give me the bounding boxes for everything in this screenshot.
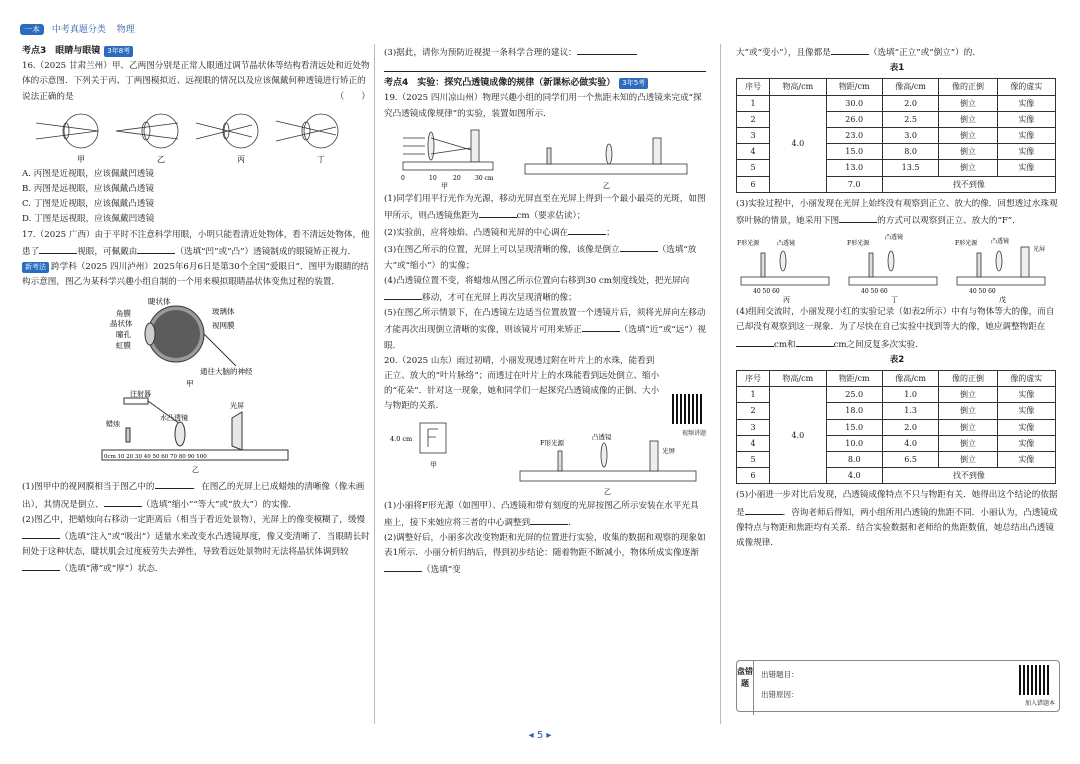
svg-text:虹膜: 虹膜 bbox=[116, 341, 131, 351]
page-number: ◂ 5 ▸ bbox=[528, 730, 552, 741]
focal-length-figure bbox=[395, 124, 695, 190]
header-subject: 物理 bbox=[116, 25, 135, 35]
error-reason-field[interactable]: 出错原因： bbox=[761, 690, 799, 699]
svg-text:0: 0 bbox=[401, 174, 405, 182]
svg-text:凸透镜: 凸透镜 bbox=[777, 240, 796, 248]
svg-text:4.0 cm: 4.0 cm bbox=[390, 434, 413, 443]
svg-text:光屏: 光屏 bbox=[662, 446, 675, 455]
svg-text:光屏: 光屏 bbox=[230, 402, 244, 411]
table-row: 4 15.0 8.0 倒立 实像 bbox=[737, 144, 1056, 160]
svg-text:晶状体: 晶状体 bbox=[110, 319, 133, 329]
option-b: B. 丙图是远视眼，应该佩戴凸透镜 bbox=[22, 184, 155, 195]
question-18-3: (3)据此，请你为预防近视提一条科学合理的建议： bbox=[384, 44, 706, 61]
svg-text:丙: 丙 bbox=[783, 296, 790, 304]
table-row: 2 26.0 2.5 倒立 实像 bbox=[737, 111, 1056, 127]
column-3 bbox=[736, 44, 1058, 551]
question-20: 20.（2025 山东）雨过初晴，小丽发现透过附在叶片上的水珠，能看到正立、放大的“叶片脉络”；而透过在叶片上的水珠能看到远处倒立、缩小的“花朵”．针对这一现象，她和同学们一起探究凸透镜成像的正倒、大小与物距的关系． 视频讲题 bbox=[384, 354, 706, 415]
table-row: 4 10.0 4.0 倒立 实像 bbox=[737, 435, 1056, 451]
error-review-box bbox=[736, 660, 1060, 712]
svg-text:凸透镜: 凸透镜 bbox=[991, 238, 1010, 246]
error-question-field[interactable]: 出错题目： bbox=[761, 670, 799, 679]
option-a: A. 丙图是近视眼，应该佩戴凹透镜 bbox=[22, 168, 154, 179]
svg-text:F形光源: F形光源 bbox=[847, 240, 870, 248]
column-divider bbox=[374, 44, 375, 724]
svg-text:通往大脑的神经: 通往大脑的神经 bbox=[200, 367, 253, 377]
svg-text:瞳孔: 瞳孔 bbox=[116, 330, 131, 340]
table-1: 序号 物高/cm 物距/cm 像高/cm 像的正倒 像的虚实 1 4.0 30.0 2.0 倒立 实像 2 26.0 2.5 倒立 实像 3 23.0 3.0 倒立 实像 4 15.0 8.0 倒立 实像 5 13.0 13.5 倒立 实像 6 7.0 找不到像 bbox=[736, 78, 1056, 192]
section-tag: 3年5考 bbox=[619, 78, 648, 89]
svg-text:40 50 60: 40 50 60 bbox=[753, 288, 780, 296]
table-row: 1 4.0 30.0 2.0 倒立 实像 bbox=[737, 95, 1056, 111]
qr-label: 加入错题本 bbox=[1024, 700, 1055, 707]
question-19-3: (3)在图乙所示的位置，光屏上可以呈现清晰的像，该像是倒立 （选填“放大”或“缩小”）的实像； bbox=[384, 241, 706, 273]
svg-text:甲: 甲 bbox=[186, 379, 194, 389]
svg-text:甲: 甲 bbox=[430, 460, 437, 469]
svg-text:甲: 甲 bbox=[441, 181, 448, 190]
viewing-methods-figure bbox=[737, 231, 1057, 303]
table-row: 2 18.0 1.3 倒立 实像 bbox=[737, 403, 1056, 419]
table-row: 6 7.0 找不到像 bbox=[737, 176, 1056, 192]
svg-text:F形光源: F形光源 bbox=[955, 240, 978, 248]
fig-label: 乙 bbox=[157, 154, 165, 164]
svg-text:玻璃体: 玻璃体 bbox=[212, 307, 235, 317]
question-19-2: (2)实验前，应将烛焰、凸透镜和光屏的中心调在 ； bbox=[384, 224, 706, 241]
question-19-5: (5)在图乙所示情景下，在凸透镜左边适当位置放置一个透镜片后，须将光屏向左移动才能再次出现倒立清晰的实像，则该镜片可用来矫正 （选填“近”或“远”）视眼． bbox=[384, 308, 706, 351]
section-tag: 3年8考 bbox=[104, 46, 133, 57]
column-2 bbox=[384, 44, 706, 579]
table-row: 5 13.0 13.5 倒立 实像 bbox=[737, 160, 1056, 176]
column-1 bbox=[22, 44, 370, 578]
question-20-1: (1)小丽将F形光源（如图甲）、凸透镜和带有刻度的光屏按图乙所示安装在水平光具座上，接下来她应将三者的中心调整到 ． bbox=[384, 500, 699, 528]
svg-text:凸透镜: 凸透镜 bbox=[885, 234, 904, 242]
table-row: 3 15.0 2.0 倒立 实像 bbox=[737, 419, 1056, 435]
section-heading: 考点3 眼睛与眼镜 3年8考 bbox=[22, 44, 370, 59]
question-19-1: (1)同学们用平行光作为光源，移动光屏直至在光屏上得到一个最小最亮的光斑，如图甲所示，则凸透镜焦距为 cm（要求估读）； bbox=[384, 193, 706, 222]
svg-text:注射器: 注射器 bbox=[130, 390, 151, 399]
svg-text:乙: 乙 bbox=[604, 487, 611, 496]
fig-label: 丙 bbox=[237, 154, 245, 164]
svg-text:凸透镜: 凸透镜 bbox=[592, 432, 612, 441]
svg-text:角膜: 角膜 bbox=[116, 309, 131, 319]
eye-structure-figure bbox=[86, 292, 306, 388]
option-c: C. 丁图是近视眼，应该佩戴凸透镜 bbox=[22, 199, 155, 210]
eye-diagrams-figure bbox=[36, 107, 356, 165]
question-19: 19.（2025 四川凉山州）物理兴趣小组的同学们用一个焦距未知的凸透镜来完成“探究凸透镜成像规律”的实验，装置如图所示． bbox=[384, 93, 702, 119]
question-20-2-cont: 大”或“变小”），且像都是 （选填“正立”或“倒立”）的． bbox=[736, 44, 1058, 61]
qr-code[interactable] bbox=[672, 394, 702, 424]
svg-text:乙: 乙 bbox=[192, 466, 199, 475]
column-divider bbox=[720, 44, 721, 724]
question-18-2: (2)图乙中，把蜡烛向右移动一定距离后（相当于看近处景物），光屏上的像变模糊了，缓慢（选填“注入”或“吸出”）适量水来改变水凸透镜厚度，像又变清晰了．当眼睛长时间处于这种状态，睫状肌会过度疲劳失去弹性，导致看远处景物时无法将晶状体调到较（选填“薄”或“厚”）状态． bbox=[22, 514, 370, 575]
svg-text:水凸透镜: 水凸透镜 bbox=[160, 414, 188, 423]
svg-text:光屏: 光屏 bbox=[1033, 246, 1046, 254]
header-badge: 一本 bbox=[20, 24, 44, 35]
svg-text:F形光源: F形光源 bbox=[540, 438, 565, 447]
question-20-2: (2)调整好后，小丽多次改变物距和光屏的位置进行实验，收集的数据和观察的现象如表1所示．小丽分析归纳后，得到初步结论：随着物距不断减小，物体所成实像逐渐（选填“变 bbox=[384, 533, 706, 576]
fig-label: 丁 bbox=[317, 154, 325, 164]
svg-text:戊: 戊 bbox=[999, 296, 1006, 304]
page-header bbox=[20, 22, 1060, 40]
question-18: 新考法 跨学科（2025 四川泸州）2025年6月6日是第30个全国“爱眼日”．图甲为眼睛的结构示意图，图乙为某科学兴趣小组自制的一个用来模拟眼睛晶状体变焦过程的装置． bbox=[22, 262, 369, 288]
qr-code[interactable] bbox=[1019, 665, 1049, 695]
svg-text:视网膜: 视网膜 bbox=[212, 321, 235, 331]
svg-text:30 cm: 30 cm bbox=[475, 174, 494, 182]
question-19-4: (4)凸透镜位置不变，将蜡烛从图乙所示位置向右移到30 cm刻度线处，把光屏向移动，才可在光屏上再次呈现清晰的像； bbox=[384, 275, 690, 304]
question-17: 17.（2025 广西）由于平时不注意科学用眼，小明只能看清近处物体，看不清远处物体，他患了 视眼，可佩戴由 （选填“凹”或“凸”）透镜制成的眼镜矫正视力． bbox=[22, 229, 370, 257]
svg-text:20: 20 bbox=[453, 174, 461, 182]
eye-diagram bbox=[36, 114, 338, 148]
table-2-title: 表2 bbox=[889, 354, 905, 365]
option-d: D. 丁图是远视眼，应该佩戴凹透镜 bbox=[22, 214, 155, 225]
table-1-title: 表1 bbox=[889, 63, 905, 74]
svg-text:0cm 10 20 30 40 50 60 70: 0cm 10 20 30 40 50 60 70 80 90 100 bbox=[104, 454, 207, 461]
svg-text:蜡烛: 蜡烛 bbox=[106, 420, 120, 429]
svg-text:F形光源: F形光源 bbox=[737, 240, 760, 248]
svg-text:10: 10 bbox=[429, 174, 437, 182]
qr-label: 视频讲题 bbox=[681, 429, 706, 437]
question-16: 16.（2025 甘肃兰州）甲、乙两图分别是正常人眼通过调节晶状体等结构看清远处和近处物体的示意图．下列关于丙、丁两图模拟近、远视眼的情况以及应该佩戴何种透镜进行矫正的说法正确的是 （ ） bbox=[22, 61, 370, 102]
section-heading: 考点4 实验：探究凸透镜成像的规律（新课标必做实验） 3年5考 bbox=[384, 76, 706, 91]
table-row: 6 4.0 找不到像 bbox=[737, 468, 1056, 484]
table-row: 1 4.0 25.0 1.0 倒立 实像 bbox=[737, 387, 1056, 403]
new-method-tag: 新考法 bbox=[22, 262, 49, 273]
lens-device-figure bbox=[96, 390, 296, 476]
table-row: 5 8.0 6.5 倒立 实像 bbox=[737, 452, 1056, 468]
question-20-4: (4)组间交流时，小丽发现小红的实验记录（如表2所示）中有与物体等大的像，而自己却没有观察到这一现象．为了尽快在自己实验中找到等大的像，她应调整物距在cm和 cm之间反复多次实验． bbox=[736, 307, 1055, 350]
table-row: 3 23.0 3.0 倒立 实像 bbox=[737, 128, 1056, 144]
svg-text:40 50 60: 40 50 60 bbox=[861, 288, 888, 296]
svg-text:丁: 丁 bbox=[891, 296, 898, 304]
question-20-3: (3)实验过程中，小丽发现在光屏上始终没有观察到正立、放大的像．回想透过水珠观察叶脉的情景，她采用下图 的方式可以观察到正立、放大的“F”． bbox=[736, 198, 1058, 227]
error-box-label: 盘错题 bbox=[737, 661, 754, 715]
svg-text:40 50 60: 40 50 60 bbox=[969, 288, 996, 296]
question-18-1: (1)图甲中的视网膜相当于图乙中的 ．在图乙的光屏上已成蜡烛的清晰像（像未画出），其情况是倒立、 （选填“缩小”“等大”或“放大”）的实像． bbox=[22, 478, 370, 512]
f-source-figure bbox=[390, 417, 700, 497]
svg-text:睫状体: 睫状体 bbox=[148, 297, 171, 307]
table-2: 序号 物高/cm 物距/cm 像高/cm 像的正倒 像的虚实 1 4.0 25.0 1.0 倒立 实像 2 18.0 1.3 倒立 实像 3 15.0 2.0 倒立 实像 4 10.0 4.0 倒立 实像 5 8.0 6.5 倒立 实像 6 4.0 找不到像 bbox=[736, 370, 1056, 484]
question-20-5: (5)小丽进一步对比后发现，凸透镜成像特点不只与物距有关．她得出这个结论的依据是 ．咨询老师后得知，两小组所用凸透镜的焦距不同．小丽认为，凸透镜成像特点与物距和焦距均有关系．结合实验数据和老师给的焦距数值，她总结出凸透镜成像规律． bbox=[736, 490, 1058, 549]
header-series: 中考真题分类 bbox=[51, 25, 106, 35]
fig-label: 甲 bbox=[77, 154, 85, 164]
svg-text:乙: 乙 bbox=[603, 181, 610, 190]
